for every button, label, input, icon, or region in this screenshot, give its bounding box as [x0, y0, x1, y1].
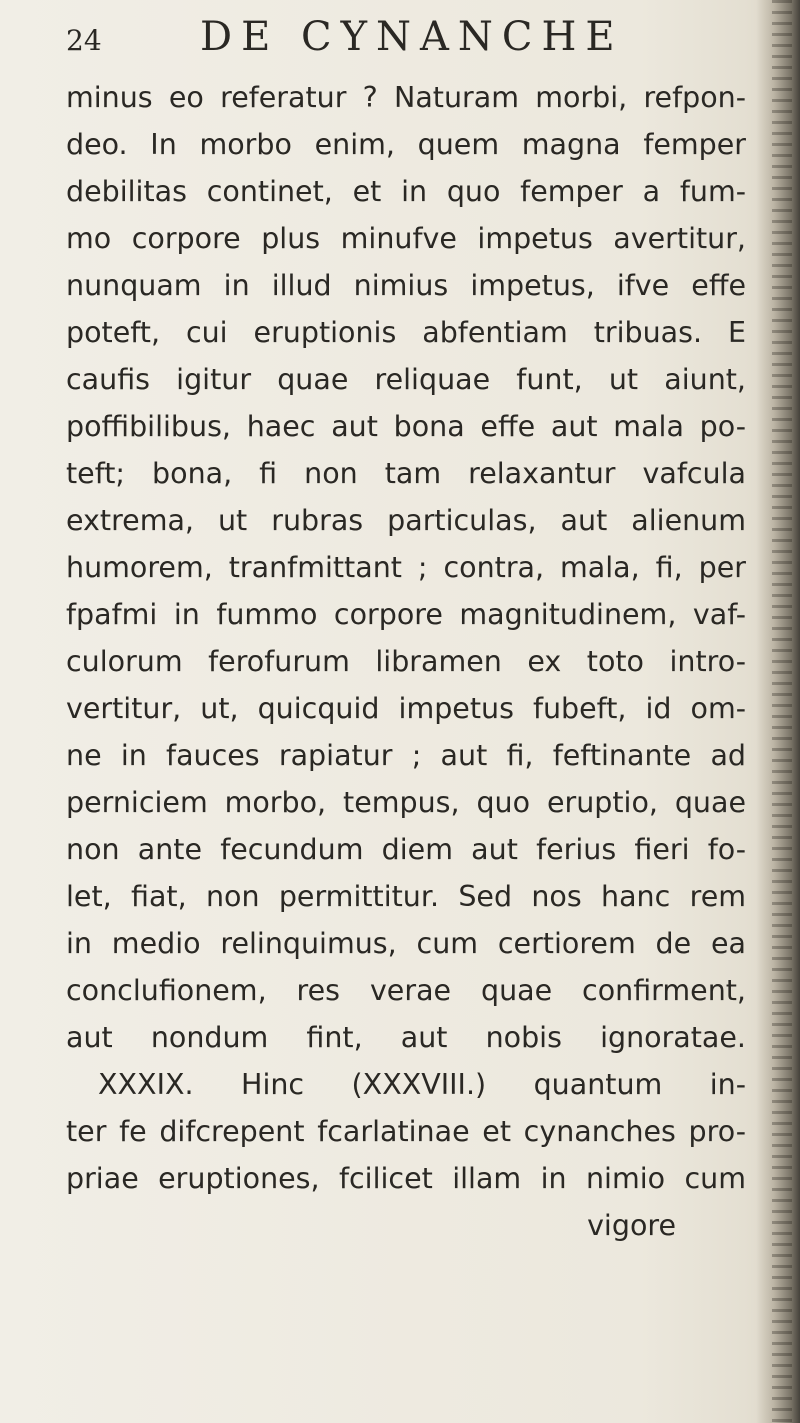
text-line: fpafmi in fummo corpore magnitudinem, vaf- [66, 598, 746, 631]
text-line: poffibilibus, haec aut bona effe aut mala po- [66, 410, 746, 443]
text-line: poteft, cui eruptionis abfentiam tribuas. E [66, 316, 746, 349]
text-line: in medio relinquimus, cum certiorem de ea [66, 927, 746, 960]
text-line: ter fe difcrepent fcarlatinae et cynanches pro- [66, 1115, 746, 1148]
text-line: mo corpore plus minufve impetus avertitur, [66, 222, 746, 255]
text-line: extrema, ut rubras particulas, aut alienum [66, 504, 746, 537]
text-line: perniciem morbo, tempus, quo eruptio, quae [66, 786, 746, 819]
section-start-line: XXXIX. Hinc (XXXVIII.) quantum in- [98, 1068, 746, 1101]
text-line: ne in fauces rapiatur ; aut fi, feftinante ad [66, 739, 746, 772]
text-line: deo. In morbo enim, quem magna femper [66, 128, 746, 161]
catchword: vigore [587, 1209, 676, 1242]
text-line: aut nondum fint, aut nobis ignoratae. [66, 1021, 746, 1054]
text-line: debilitas continet, et in quo femper a fum- [66, 175, 746, 208]
text-line: minus eo referatur ? Naturam morbi, refpon- [66, 81, 746, 114]
text-line: non ante fecundum diem aut ferius fieri fo- [66, 833, 746, 866]
text-line: humorem, tranfmittant ; contra, mala, fi, per [66, 551, 746, 584]
text-line: conclufionem, res verae quae confirment, [66, 974, 746, 1007]
text-line: nunquam in illud nimius impetus, ifve effe [66, 269, 746, 302]
page-number: 24 [66, 24, 102, 57]
body-text [66, 74, 746, 1249]
page-header [66, 14, 706, 68]
page-edge-texture [772, 0, 792, 1423]
text-line: priae eruptiones, fcilicet illam in nimio cum [66, 1162, 746, 1195]
running-head: DE CYNANCHE [200, 14, 624, 60]
text-line: caufis igitur quae reliquae funt, ut aiunt, [66, 363, 746, 396]
text-line: let, fiat, non permittitur. Sed nos hanc rem [66, 880, 746, 913]
text-line: vertitur, ut, quicquid impetus fubeft, id om- [66, 692, 746, 725]
text-line: teft; bona, fi non tam relaxantur vafcula [66, 457, 746, 490]
text-line: culorum ferofurum libramen ex toto intro- [66, 645, 746, 678]
